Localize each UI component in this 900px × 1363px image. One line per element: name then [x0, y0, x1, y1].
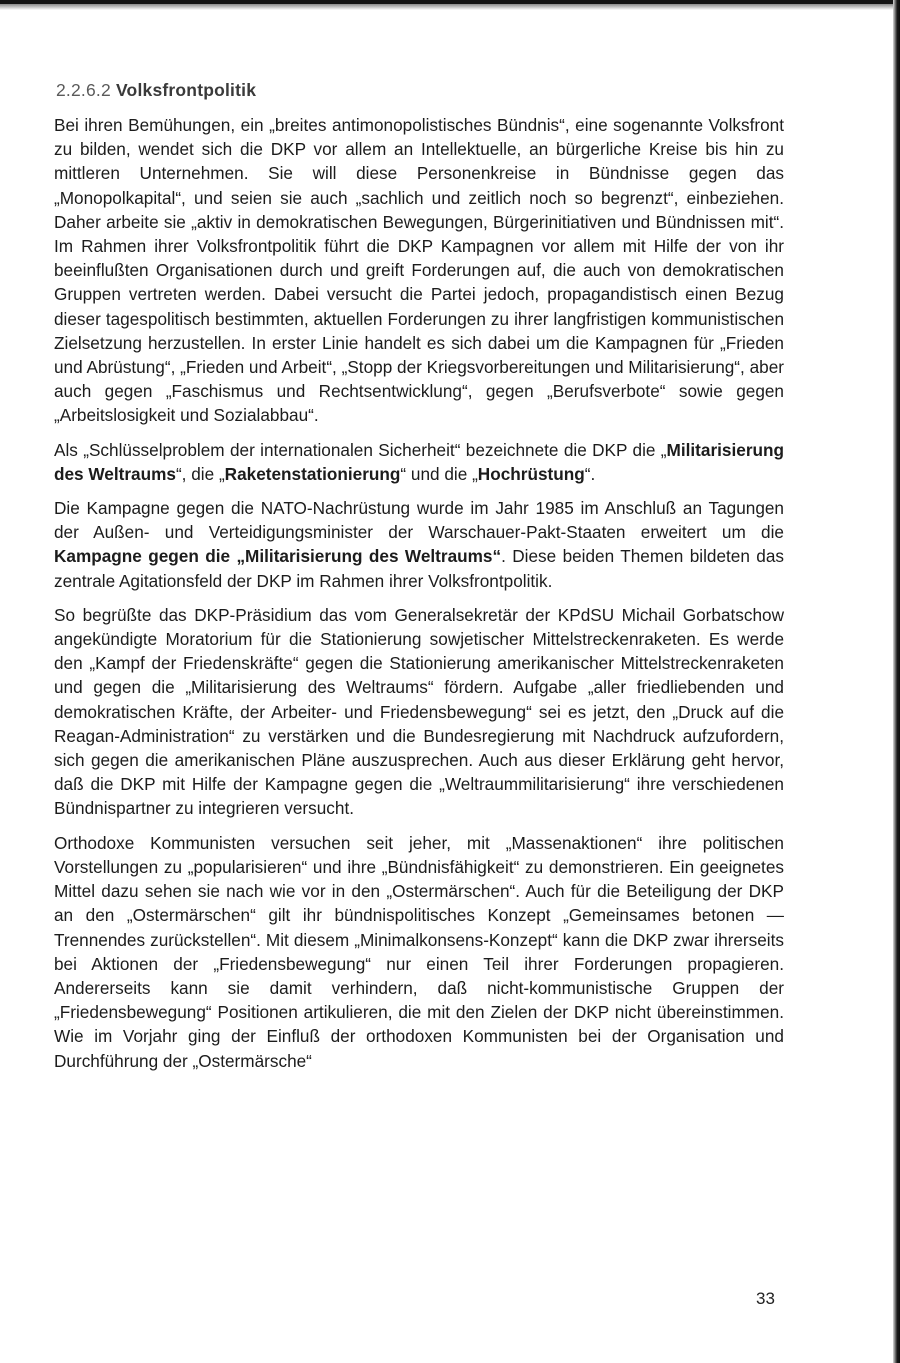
- text-run: Orthodoxe Kommunisten versuchen seit jeher, mit „Massenaktionen“ ihre politischen Vorstellungen zu „popularisieren“ und ihre „Bündnisfähigkeit“ zu demonstrieren. Ein geeignetes Mittel dazu sehen sie nach wie vor in den „Ostermärschen“. Auch für die Beteiligung der DKP an den „Ostermärschen“ gilt ihr bündnispolitisches Konzept „Gemeinsames betonen — Trennendes zurückstellen“. Mit diesem „Minimalkonsens-Konzept“ kann die DKP zwar ihrerseits bei Aktionen der „Friedensbewegung“ nur einen Teil ihrer Forderungen propagieren. Andererseits kann sie damit verhindern, daß nicht-kommunistische Gruppen der „Friedensbewegung“ Positionen artikulieren, die mit den Zielen der DKP nicht übereinstimmen. Wie im Vorjahr ging der Einfluß der orthodoxen Kommunisten bei der Organisation und Durchführung der „Ostermärsche“: [54, 832, 784, 1071]
- scan-top-shadow: [0, 4, 900, 10]
- paragraph: [54, 113, 784, 428]
- text-run: “ und die „: [400, 463, 478, 484]
- section-number: 2.2.6.2: [56, 80, 111, 100]
- emphasized-text: Hochrüstung: [477, 463, 585, 484]
- text-run: Die Kampagne gegen die NATO-Nachrüstung wurde im Jahr 1985 im Anschluß an Tagungen der Außen- und Verteidigungsminister der Warschauer-Pakt-Staaten erweitert um die: [54, 498, 784, 543]
- text-run: So begrüßte das DKP-Präsidium das vom Generalsekretär der KPdSU Michail Gorbatschow angekündigte Moratorium für die Stationierung sowjetischer Mittelstreckenraketen. Es werde den „Kampf der Friedenskräfte“ gegen die Stationierung amerikanischer Mittelstreckenraketen und gegen die „Militarisierung des Weltraums“ fördern. Aufgabe „aller friedliebenden und demokratischen Kräfte, der Arbeiter- und Friedensbewegung“ sei es jetzt, den „Druck auf die Reagan-Administration“ zu verstärken und die Bundesregierung mit Nachdruck aufzufordern, sich gegen die amerikanischen Pläne auszusprechen. Auch aus dieser Erklärung geht hervor, daß die DKP mit Hilfe der Kampagne gegen die „Weltraummilitarisierung“ ihre verschiedenen Bündnispartner zu integrieren versucht.: [54, 604, 784, 819]
- body-text: [54, 113, 784, 1073]
- text-run: “.: [584, 463, 596, 484]
- page-number: 33: [756, 1289, 775, 1308]
- text-run: Als „Schlüsselproblem der internationalen Sicherheit“ bezeichnete die DKP die „: [54, 439, 667, 460]
- paragraph: [54, 438, 784, 486]
- section-heading: [56, 80, 784, 101]
- paragraph: [54, 496, 784, 593]
- paragraph: [54, 831, 784, 1073]
- scan-right-edge: [893, 0, 900, 1363]
- paragraph: [54, 603, 784, 821]
- text-run: “, die „: [175, 463, 225, 484]
- emphasized-text: Raketenstationierung: [224, 463, 401, 484]
- text-run: Bei ihren Bemühungen, ein „breites antimonopolistisches Bündnis“, eine sogenannte Volksfront zu bilden, wendet sich die DKP vor allem an Intellektuelle, an bürgerliche Kreise bis hin zu mittleren Unternehmen. Sie will diese Personenkreise in Bündnisse gegen das „Monopolkapital“, und seien sie auch „sachlich und zeitlich noch so begrenzt“, einbeziehen. Daher arbeite sie „aktiv in demokratischen Bewegungen, Bürgerinitiativen und Bündnissen mit“. Im Rahmen ihrer Volksfrontpolitik führt die DKP Kampagnen vor allem mit Hilfe der von ihr beeinflußten Organisationen durch und greift Forderungen auf, die auch von demokratischen Gruppen vertreten werden. Dabei versucht die Partei jedoch, propagandistisch einen Bezug dieser tagespolitisch bestimmten, aktuellen Forderungen zu ihrer langfristigen kommunistischen Zielsetzung herzustellen. In erster Linie handelt es sich dabei um die Kampagnen für „Frieden und Abrüstung“, „Frieden und Arbeit“, „Stopp der Kriegsvorbereitungen und Militarisierung“, aber auch gegen „Faschismus und Rechtsentwicklung“, gegen „Berufsverbote“ sowie gegen „Arbeitslosigkeit und Sozialabbau“.: [54, 115, 784, 426]
- emphasized-text: Kampagne gegen die „Militarisierung des Weltraums“: [54, 546, 502, 567]
- document-page: [54, 80, 784, 1083]
- section-title: Volksfrontpolitik: [115, 80, 257, 100]
- text-run: . Diese beiden Themen bildeten das zentrale Agitationsfeld der DKP im Rahmen ihrer Volksfrontpolitik.: [54, 546, 784, 591]
- emphasized-text: Militarisierung des Weltraums: [54, 439, 784, 484]
